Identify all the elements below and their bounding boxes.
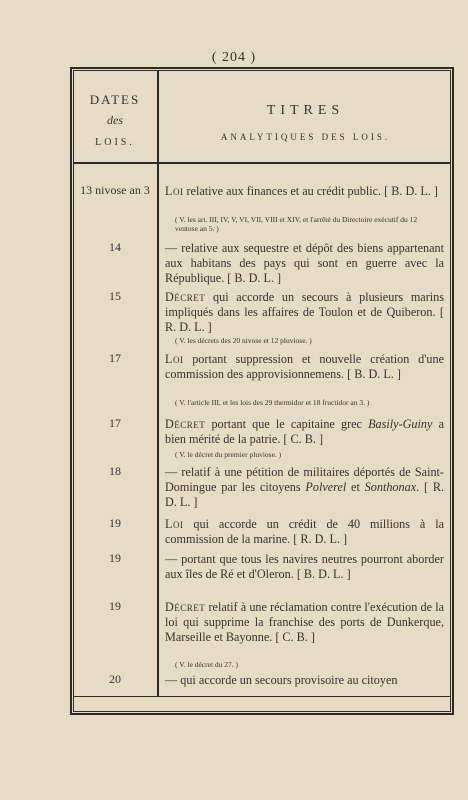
entry-person-name: Basily-Guiny — [368, 417, 433, 431]
entry-note: ( V. les décrets des 20 nivose et 12 pluviose. ) — [175, 336, 312, 345]
entry-body: qui accorde un secours provisoire au citoyen — [177, 673, 398, 687]
header-des: des — [107, 113, 123, 127]
entry-body: . [ R. D. L. ] — [165, 480, 445, 509]
entry-date: 18 — [109, 464, 121, 478]
entry-body: relative aux finances et au crédit public. [ B. D. L. ] — [183, 184, 438, 198]
entry-lead: Loi — [165, 352, 184, 366]
entry-text — [165, 465, 444, 510]
entry-date: 19 — [109, 599, 121, 613]
entry-date: 13 nivose an 3 — [80, 183, 150, 197]
entry-text — [165, 417, 444, 447]
entry-lead: — — [165, 552, 178, 566]
entry-lead: Décret — [165, 290, 206, 304]
entry-lead: Décret — [165, 600, 206, 614]
entry-note: ( V. le décret du premier pluviose. ) — [175, 450, 282, 459]
header-analytiques: ANALYTIQUES DES LOIS. — [220, 132, 391, 142]
entry-body: a bien mérité de la patrie. [ C. B. ] — [165, 417, 444, 446]
entry-lead: Décret — [165, 417, 206, 431]
header-titres: TITRES — [266, 103, 345, 118]
entry-body: qui accorde un crédit de 40 millions à la commission de la marine. [ R. D. L. ] — [165, 517, 444, 546]
entry-text — [165, 184, 444, 199]
entry-date: 19 — [109, 516, 121, 530]
entry-lead: — — [165, 465, 178, 479]
bottom-rule — [73, 696, 451, 697]
entry-text — [165, 600, 444, 645]
header-lois: LOIS. — [95, 137, 135, 148]
entry-text — [165, 241, 444, 286]
entry-body: et — [346, 480, 365, 494]
entry-body: portant que le capitaine grec — [205, 417, 369, 431]
entry-text — [165, 552, 444, 582]
entry-date: 15 — [109, 289, 121, 303]
entry-date: 19 — [109, 551, 121, 565]
entry-body: relatif à une réclamation contre l'exécution de la loi qui supprime la franchise des ports de Dunkerque, Marseille et Bayonne. [ C. B. ] — [165, 600, 444, 644]
entry-note: ( V. l'article III, et les lois des 29 thermidor et 18 fructidor an 3. ) — [175, 398, 370, 407]
entry-text — [165, 517, 444, 547]
entry-lead: Loi — [165, 517, 184, 531]
entry-body: qui accorde un secours à plusieurs marins impliqués dans les affaires de Toulon et de Quiberon. [ R. D. L. ] — [165, 290, 444, 334]
entry-text — [165, 290, 444, 335]
entry-note: ( V. le décret du 27. ) — [175, 660, 239, 669]
header-dates: DATES — [89, 92, 141, 107]
entry-body: relatif à une pétition de militaires déportés de Saint-Domingue par les citoyens — [165, 465, 444, 494]
entry-date: 17 — [109, 416, 121, 430]
entry-note: ( V. les art. III, IV, V, VI, VII, VIII et XIV, et l'arrêté du Directoire exécutif du 12 ventose an 5. ) — [175, 215, 418, 233]
entry-person-name: Sonthonax — [364, 480, 417, 494]
entry-date: 20 — [109, 672, 121, 686]
entry-text — [165, 673, 444, 688]
header-rule — [73, 162, 451, 164]
entry-date: 14 — [109, 240, 121, 254]
entry-date: 17 — [109, 351, 121, 365]
entry-lead: — — [165, 241, 178, 255]
entry-body: portant que tous les navires neutres pourront aborder aux îles de Ré et d'Oleron. [ B. D. L. ] — [165, 552, 444, 581]
entry-body: relative aux sequestre et dépôt des biens appartenant aux habitans des pays qui sont en guerre avec la République. [ B. D. L. ] — [165, 241, 444, 285]
entry-body: portant suppression et nouvelle création d'une commission des approvisionnemens. [ B. D. L. ] — [165, 352, 444, 381]
entry-text — [165, 352, 444, 382]
entry-lead: — — [165, 673, 178, 687]
page-number: ( 204 ) — [211, 50, 257, 65]
entry-lead: Loi — [165, 184, 184, 198]
entry-person-name: Polverel — [305, 480, 347, 494]
